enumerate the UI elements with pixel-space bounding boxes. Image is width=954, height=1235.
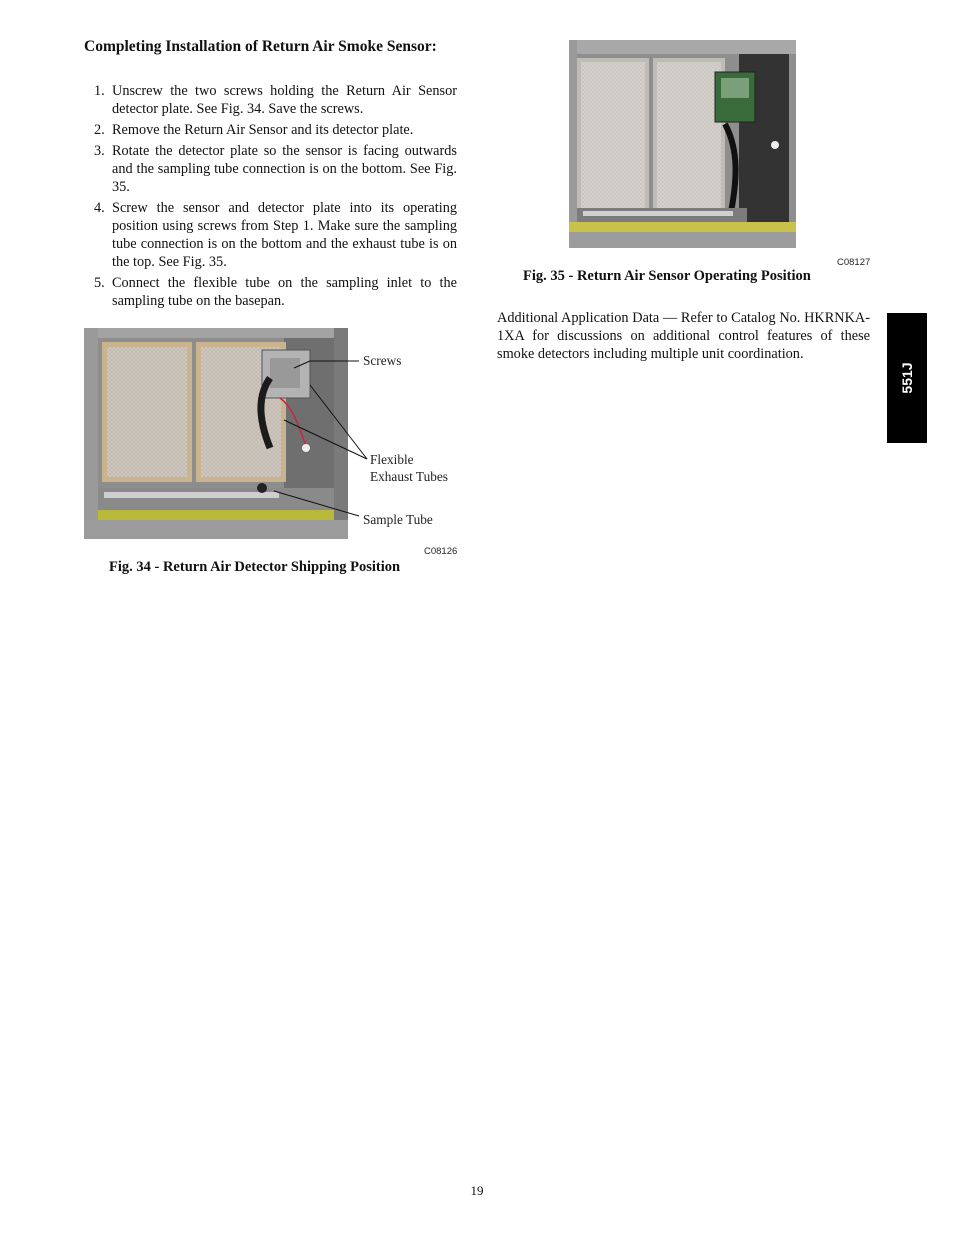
step-text: Screw the sensor and detector plate into its operating position using screws from Step 1. Make sure the sampling tube connection is on the bottom and the exhaust tube is on the top. See Fig. 35. — [112, 200, 457, 270]
section-title: Completing Installation of Return Air Smoke Sensor: — [84, 38, 437, 55]
step-text: Unscrew the two screws holding the Return Air Sensor detector plate. See Fig. 34. Save the screws. — [112, 83, 457, 117]
callout-sample-tube: Sample Tube — [363, 512, 433, 527]
step-text: Rotate the detector plate so the sensor is facing outwards and the sampling tube connection is on the bottom. See Fig. 35. — [112, 143, 457, 195]
step-item — [94, 121, 457, 139]
callout-flexible-line1: Flexible — [370, 452, 414, 467]
additional-application-data: Additional Application Data — Refer to Catalog No. HKRNKA-1XA for discussions on additional control features of these smoke detectors including multiple unit coordination. — [497, 310, 870, 362]
page-number: 19 — [470, 1183, 484, 1198]
step-number: 2. — [94, 122, 105, 138]
step-number: 4. — [94, 200, 105, 216]
fig34-code: C08126 — [424, 546, 458, 557]
step-number: 1. — [94, 83, 105, 99]
step-item — [94, 82, 457, 118]
step-item — [94, 142, 457, 196]
installation-steps — [94, 82, 457, 313]
fig35-caption: Fig. 35 - Return Air Sensor Operating Position — [523, 268, 811, 284]
step-item — [94, 274, 457, 310]
step-number: 5. — [94, 275, 105, 291]
callout-flexible-line2: Exhaust Tubes — [370, 469, 448, 484]
step-item — [94, 199, 457, 271]
callout-screws: Screws — [363, 353, 402, 368]
side-tab — [887, 313, 927, 443]
fig34-callout-lines — [84, 328, 384, 539]
fig35-code: C08127 — [837, 257, 871, 268]
fig35-photo — [569, 40, 796, 248]
step-text: Connect the flexible tube on the sampling inlet to the sampling tube on the basepan. — [112, 275, 457, 309]
step-text: Remove the Return Air Sensor and its detector plate. — [112, 122, 414, 138]
side-tab-label: 551J — [899, 362, 915, 394]
fig34-caption: Fig. 34 - Return Air Detector Shipping Position — [109, 559, 401, 575]
step-number: 3. — [94, 143, 105, 159]
